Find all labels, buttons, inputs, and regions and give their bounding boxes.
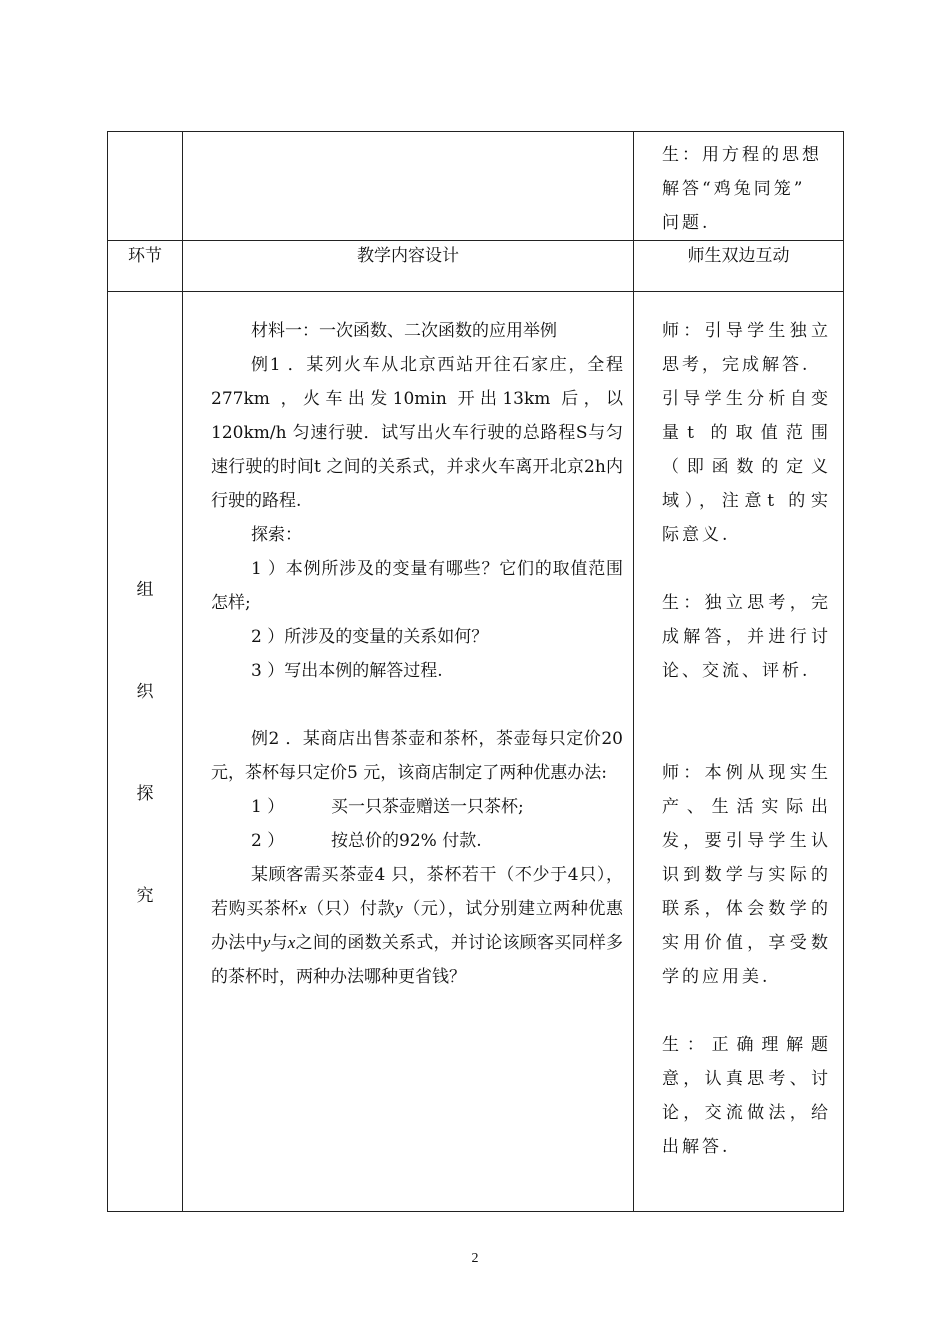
header-content-design: 教学内容设计 (183, 241, 634, 292)
spacer (211, 688, 623, 722)
teacher-note: 师：引导学生独立思考，完成解答. (662, 321, 831, 375)
explore-item: 1 ）本例所涉及的变量有哪些？它们的取值范围怎样; (211, 559, 623, 613)
page-number: 2 (471, 1251, 479, 1266)
offer-text: 买一只茶壶赠送一只茶杯; (331, 797, 524, 817)
text-line: 生：用方程的思想 (662, 145, 822, 165)
stage-char: 探 (136, 784, 154, 804)
question-text: （只）付款 (306, 899, 396, 919)
spacer (662, 994, 831, 1028)
student-note: 生：独立思考，完成解答，并进行讨论、交流、评析. (662, 593, 831, 681)
variable-x: x (299, 899, 307, 918)
offer-number: 2 ） (251, 831, 285, 851)
explore-item: 2 ）所涉及的变量的关系如何？ (251, 627, 489, 647)
example-2: 例2 ．某商店出售茶壶和茶杯，茶壶每只定价20元，茶杯每只定价5 元，该商店制定了两种优惠办法: (211, 729, 623, 783)
interaction-cell (634, 292, 844, 1212)
empty-cell (108, 132, 183, 241)
explore-item: 3 ）写出本例的解答过程. (251, 661, 443, 681)
empty-cell (183, 132, 634, 241)
header-row (108, 241, 844, 292)
example-1: 例1 ．某列火车从北京西站开往石家庄，全程277km ，火车出发10min 开出13km 后，以120km/h 匀速行驶．试写出火车行驶的总路程S与匀速行驶的时间t 之间的关系式，并求火车离开北京2h内行驶的路程. (211, 355, 623, 511)
stage-char: 织 (136, 682, 154, 702)
question-text: 之间的函数关系式，并讨论该顾客买同样多的茶杯时，两种办法哪种更省钱？ (211, 933, 624, 987)
continuation-row (108, 132, 844, 241)
stage-char: 究 (136, 886, 154, 906)
header-stage: 环节 (108, 241, 183, 292)
teacher-note: 师：本例从现实生产、生活实际出发，要引导学生认识到数学与实际的联系，体会数学的实用价值，享受数学的应用美. (662, 763, 831, 987)
spacer (662, 688, 831, 722)
offer-text: 按总价的92% 付款. (331, 831, 482, 851)
material-title: 材料一：一次函数、二次函数的应用举例 (251, 321, 557, 341)
text-line: 问题. (662, 213, 711, 233)
lesson-plan-table (107, 131, 844, 1212)
question-text: 某顾客需买茶壶4 只，茶杯若干（不少于4只），若购买茶杯 (211, 865, 623, 919)
content-cell (183, 292, 634, 1212)
variable-y: y (395, 899, 403, 918)
continuation-interaction-cell (634, 132, 844, 241)
variable-x: x (287, 933, 296, 952)
question-text: 与 (270, 933, 288, 953)
text-line: 解答“鸡兔同笼” (662, 179, 806, 199)
offer-number: 1 ） (251, 797, 285, 817)
spacer (662, 552, 831, 586)
variable-y: y (262, 933, 271, 952)
question-text: （元），试分别建立两种优惠办法中 (211, 899, 624, 953)
spacer (662, 722, 831, 756)
body-row (108, 292, 844, 1212)
header-interaction: 师生双边互动 (634, 241, 844, 292)
student-note: 生：正确理解题意，认真思考、讨论，交流做法，给出解答. (662, 1035, 831, 1157)
stage-char: 组 (136, 580, 154, 600)
offer-item (211, 824, 623, 858)
stage-label (108, 292, 182, 981)
explore-label: 探索： (251, 525, 302, 545)
stage-cell (108, 292, 183, 1212)
example-2-question (211, 858, 623, 994)
teacher-note: 引导学生分析自变量t 的取值范围（即函数的定义域），注意t 的实际意义. (662, 389, 831, 545)
offer-item (211, 790, 623, 824)
